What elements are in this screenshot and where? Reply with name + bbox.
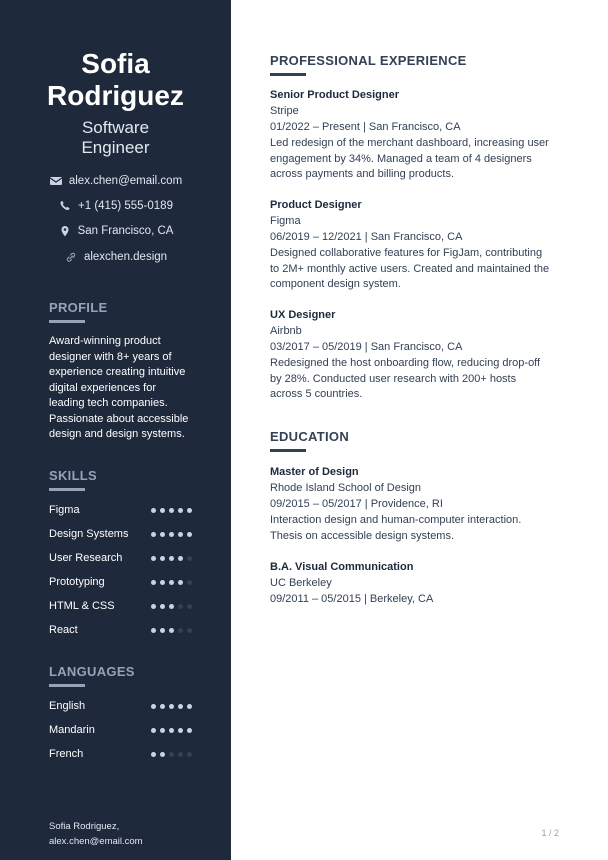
language-name: English bbox=[49, 700, 86, 712]
rating-dot-filled bbox=[151, 580, 156, 585]
contact-location bbox=[0, 223, 231, 239]
sidebar bbox=[0, 0, 231, 860]
profile-line: digital experiences for bbox=[49, 381, 157, 394]
sidebar-footer bbox=[49, 819, 143, 849]
skill-name: Design Systems bbox=[49, 528, 129, 540]
profile-heading-underline bbox=[49, 320, 85, 323]
rating-dot-filled bbox=[160, 728, 165, 733]
envelope-icon bbox=[49, 175, 63, 187]
language-rating bbox=[151, 752, 192, 757]
first-name: Sofia bbox=[81, 48, 150, 79]
rating-dot-filled bbox=[151, 508, 156, 513]
profile-line: design and design systems. bbox=[49, 428, 185, 440]
profile-line: leading tech companies. bbox=[49, 397, 168, 409]
skill-rating bbox=[151, 532, 192, 537]
rating-dot-filled bbox=[178, 580, 183, 585]
education-entry bbox=[270, 464, 570, 544]
description-line: Redesigned the host onboarding flow, reducing drop-off bbox=[270, 357, 541, 369]
description-line: component design system. bbox=[270, 278, 401, 290]
skill-item bbox=[49, 527, 192, 541]
rating-dot-filled bbox=[151, 556, 156, 561]
education-degree: B.A. Visual Communication bbox=[270, 561, 414, 573]
skills-heading: SKILLS bbox=[49, 468, 98, 483]
rating-dot-filled bbox=[160, 752, 165, 757]
education-heading: EDUCATION bbox=[270, 429, 350, 444]
rating-dot-filled bbox=[160, 604, 165, 609]
skill-rating bbox=[151, 580, 192, 585]
experience-dates-location: 03/2017 – 05/2019 | San Francisco, CA bbox=[270, 341, 463, 353]
rating-dot-filled bbox=[160, 704, 165, 709]
skill-name: Figma bbox=[49, 504, 80, 516]
experience-dates-location: 01/2022 – Present | San Francisco, CA bbox=[270, 121, 461, 133]
rating-dot-filled bbox=[160, 556, 165, 561]
experience-title: UX Designer bbox=[270, 309, 336, 321]
rating-dot-filled bbox=[151, 752, 156, 757]
description-line: Thesis on accessible design systems. bbox=[270, 529, 455, 542]
skill-item bbox=[49, 503, 192, 517]
contact-phone[interactable] bbox=[0, 198, 231, 214]
rating-dot-filled bbox=[169, 532, 174, 537]
rating-dot-filled bbox=[187, 704, 192, 709]
education-entry bbox=[270, 559, 570, 607]
language-item bbox=[49, 747, 192, 761]
contact-email-text: alex.chen@email.com bbox=[68, 175, 183, 187]
description-line: by 28%. Conducted user research with 200+ hosts bbox=[270, 372, 517, 385]
page-number: 1 / 2 bbox=[541, 828, 559, 838]
education-heading-underline bbox=[270, 449, 306, 452]
language-item bbox=[49, 699, 192, 713]
rating-dot-empty bbox=[178, 628, 183, 633]
rating-dot-filled bbox=[160, 532, 165, 537]
rating-dot-filled bbox=[151, 532, 156, 537]
description-line: to 2M+ monthly active users. Created and maintained the bbox=[270, 262, 550, 275]
rating-dot-filled bbox=[169, 704, 174, 709]
education-school: UC Berkeley bbox=[270, 577, 332, 589]
rating-dot-empty bbox=[178, 604, 183, 609]
rating-dot-filled bbox=[169, 728, 174, 733]
description-line: engagement by 34%. Managed a team of 4 designers bbox=[270, 152, 532, 165]
experience-entry bbox=[270, 197, 570, 293]
profile-line: Passionate about accessible bbox=[49, 412, 189, 425]
rating-dot-filled bbox=[151, 604, 156, 609]
rating-dot-filled bbox=[178, 728, 183, 733]
description-line: across 5 countries. bbox=[270, 388, 363, 400]
profile-line: experience creating intuitive bbox=[49, 366, 186, 378]
rating-dot-filled bbox=[178, 556, 183, 561]
skills-heading-underline bbox=[49, 488, 85, 491]
experience-title: Senior Product Designer bbox=[270, 89, 399, 101]
experience-description bbox=[270, 356, 570, 403]
rating-dot-empty bbox=[169, 752, 174, 757]
rating-dot-filled bbox=[169, 628, 174, 633]
education-dates-location: 09/2015 – 05/2017 | Providence, RI bbox=[270, 498, 443, 510]
experience-entry bbox=[270, 307, 570, 403]
experience-dates-location: 06/2019 – 12/2021 | San Francisco, CA bbox=[270, 231, 463, 243]
rating-dot-filled bbox=[151, 628, 156, 633]
rating-dot-filled bbox=[187, 508, 192, 513]
rating-dot-filled bbox=[160, 508, 165, 513]
rating-dot-empty bbox=[178, 752, 183, 757]
rating-dot-filled bbox=[151, 728, 156, 733]
rating-dot-filled bbox=[151, 704, 156, 709]
job-title-line-2: Engineer bbox=[81, 138, 150, 157]
contact-location-text: San Francisco, CA bbox=[77, 225, 174, 237]
last-name: Rodriguez bbox=[47, 80, 184, 111]
profile-summary bbox=[49, 334, 209, 443]
experience-company: Stripe bbox=[270, 105, 299, 117]
skill-rating bbox=[151, 556, 192, 561]
location-pin-icon bbox=[58, 225, 72, 237]
languages-heading-underline bbox=[49, 684, 85, 687]
rating-dot-filled bbox=[169, 580, 174, 585]
profile-line: Award-winning product bbox=[49, 335, 161, 347]
experience-company: Airbnb bbox=[270, 325, 302, 337]
rating-dot-filled bbox=[169, 556, 174, 561]
language-rating bbox=[151, 704, 192, 709]
rating-dot-filled bbox=[178, 704, 183, 709]
languages-heading: LANGUAGES bbox=[49, 664, 135, 679]
profile-heading: PROFILE bbox=[49, 300, 108, 315]
description-line: across payments and billing products. bbox=[270, 168, 455, 180]
skill-name: Prototyping bbox=[49, 576, 105, 588]
contact-website[interactable] bbox=[0, 249, 231, 265]
contact-email[interactable] bbox=[0, 173, 231, 189]
experience-heading: PROFESSIONAL EXPERIENCE bbox=[270, 53, 467, 68]
rating-dot-filled bbox=[178, 532, 183, 537]
language-name: French bbox=[49, 748, 84, 760]
experience-title: Product Designer bbox=[270, 199, 362, 211]
language-item bbox=[49, 723, 192, 737]
rating-dot-empty bbox=[187, 556, 192, 561]
rating-dot-empty bbox=[187, 752, 192, 757]
education-school: Rhode Island School of Design bbox=[270, 482, 422, 494]
language-name: Mandarin bbox=[49, 724, 95, 736]
education-description bbox=[270, 513, 570, 544]
rating-dot-empty bbox=[187, 604, 192, 609]
education-dates-location: 09/2011 – 05/2015 | Berkeley, CA bbox=[270, 593, 434, 605]
rating-dot-filled bbox=[160, 628, 165, 633]
rating-dot-empty bbox=[187, 628, 192, 633]
contact-phone-text: +1 (415) 555-0189 bbox=[78, 200, 173, 212]
phone-icon bbox=[58, 200, 72, 212]
experience-description bbox=[270, 246, 570, 293]
description-line: Designed collaborative features for FigJam, contributing bbox=[270, 247, 543, 259]
contact-website-text: alexchen.design bbox=[83, 251, 168, 263]
description-line: Interaction design and human-computer interaction. bbox=[270, 514, 522, 526]
skill-rating bbox=[151, 628, 192, 633]
rating-dot-filled bbox=[169, 604, 174, 609]
skill-item bbox=[49, 551, 192, 565]
language-rating bbox=[151, 728, 192, 733]
rating-dot-filled bbox=[160, 580, 165, 585]
skill-name: React bbox=[49, 624, 78, 636]
skill-rating bbox=[151, 604, 192, 609]
job-title-line-1: Software bbox=[81, 118, 150, 137]
experience-heading-underline bbox=[270, 73, 306, 76]
skill-item bbox=[49, 623, 192, 637]
experience-company: Figma bbox=[270, 215, 301, 227]
rating-dot-empty bbox=[187, 580, 192, 585]
experience-description bbox=[270, 136, 570, 183]
rating-dot-filled bbox=[178, 508, 183, 513]
rating-dot-filled bbox=[187, 728, 192, 733]
rating-dot-filled bbox=[187, 532, 192, 537]
experience-entry bbox=[270, 87, 570, 183]
footer-name: Sofia Rodriguez, bbox=[49, 821, 120, 832]
skill-rating bbox=[151, 508, 192, 513]
profile-line: designer with 8+ years of bbox=[49, 350, 172, 363]
description-line: Led redesign of the merchant dashboard, increasing user bbox=[270, 137, 549, 149]
skill-name: HTML & CSS bbox=[49, 600, 115, 612]
footer-email: alex.chen@email.com bbox=[49, 836, 143, 847]
rating-dot-filled bbox=[169, 508, 174, 513]
skill-name: User Research bbox=[49, 552, 123, 564]
skill-item bbox=[49, 599, 192, 613]
link-icon bbox=[64, 251, 78, 263]
skill-item bbox=[49, 575, 192, 589]
education-degree: Master of Design bbox=[270, 466, 359, 478]
